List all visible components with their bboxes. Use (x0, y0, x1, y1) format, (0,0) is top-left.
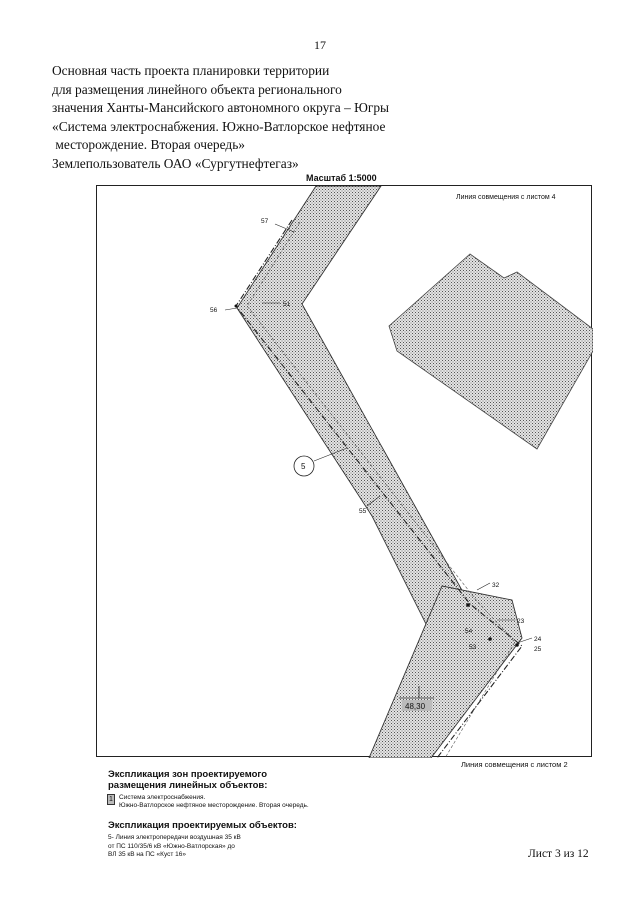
header-line: для размещения линейного объекта регионального (52, 81, 342, 97)
map-scale-label: Масштаб 1:5000 (306, 173, 377, 183)
zone-description (119, 794, 309, 810)
point-label-25: 25 (534, 646, 542, 653)
point-label-23: 23 (517, 618, 525, 625)
zones-legend-item (107, 794, 309, 810)
map-drawing (97, 186, 593, 758)
point-label-57: 57 (261, 218, 269, 225)
point-label-55: 55 (359, 508, 367, 515)
zones-legend-title: размещения линейных объектов: (108, 780, 268, 791)
point-label-24: 24 (534, 636, 542, 643)
object-line: ВЛ 35 кВ на ПС «Куст 16» (108, 851, 186, 858)
leader-32 (477, 583, 490, 590)
corridor-zone-lower (369, 586, 522, 758)
header-line: «Система электроснабжения. Южно-Ватлорское нефтяное (52, 118, 386, 134)
objects-legend (108, 820, 297, 860)
point-label-53: 53 (469, 644, 477, 651)
object-line: 5- Линия электропередачи воздушная 35 кВ (108, 834, 241, 841)
marker-point (235, 305, 238, 308)
marker-point (466, 603, 470, 607)
objects-legend-items (108, 834, 297, 860)
zone-description-line: Южно-Ватлорское нефтяное месторождение. Вторая очередь. (119, 802, 309, 809)
page-number: 17 (314, 38, 326, 52)
header-line: Основная часть проекта планировки территории (52, 63, 330, 78)
marker-point (515, 643, 519, 647)
zones-legend (108, 769, 309, 810)
planning-map (96, 185, 592, 757)
distance-label: 48,30 (405, 702, 426, 711)
area-polygon (389, 254, 593, 449)
document-header (52, 62, 472, 174)
header-line: месторождение. Вторая очередь» (52, 137, 245, 153)
point-label-54: 54 (465, 628, 473, 635)
object-number-label: 5 (301, 462, 306, 471)
point-label-56: 56 (210, 307, 218, 314)
point-label-51: 51 (283, 301, 291, 308)
zone-swatch: 1 (107, 794, 115, 805)
sheet-number: Лист 3 из 12 (528, 848, 589, 860)
marker-point (488, 637, 492, 641)
zone-description-line: Система электроснабжения. (119, 794, 206, 801)
match-line-bottom: Линия совмещения с листом 2 (461, 760, 568, 769)
object-line: от ПС 110/35/6 кВ «Южно-Ватлорская» до (108, 842, 235, 850)
point-label-32: 32 (492, 582, 500, 589)
zones-legend-title: Экспликация зон проектируемого (108, 769, 268, 780)
objects-legend-title: Экспликация проектируемых объектов: (108, 820, 297, 831)
header-line: Землепользователь ОАО «Сургутнефтегаз» (52, 155, 299, 171)
match-line-top: Линия совмещения с листом 4 (456, 194, 556, 201)
header-line: значения Ханты-Мансийского автономного округа – Югры (52, 100, 390, 116)
leader-56 (225, 308, 237, 310)
